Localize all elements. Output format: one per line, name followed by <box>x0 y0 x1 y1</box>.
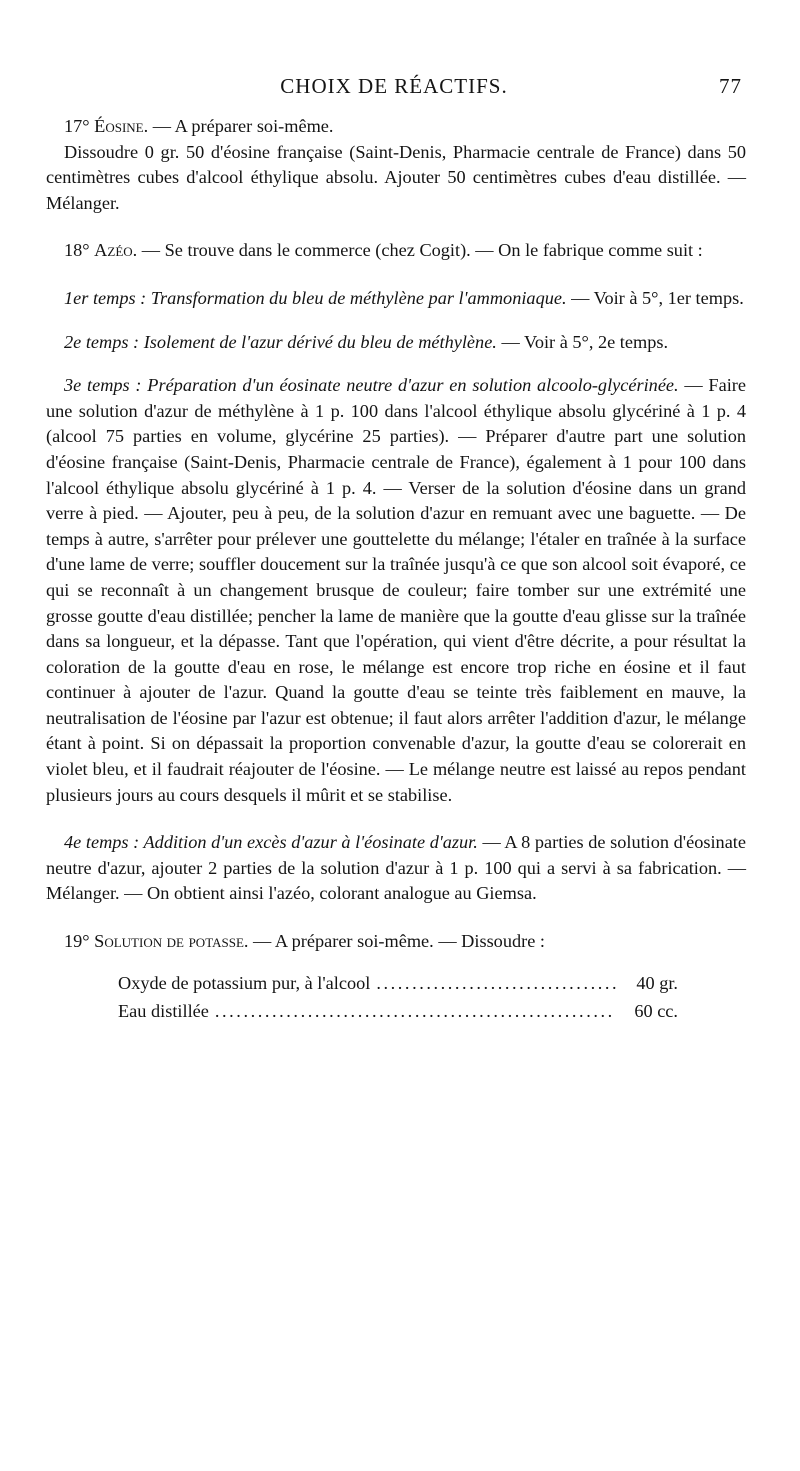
ingredient-quantity: 60 cc. <box>634 1000 678 1021</box>
leader-dots <box>376 969 616 997</box>
step-3-paragraph <box>46 373 746 808</box>
section-17-heading <box>46 114 746 140</box>
step-text: — Faire une solution d'azur de méthylène à 1 p. 100 dans l'alcool éthylique absolu glycériné à 1 p. 4 (alcool 75 parties en volume, glycérine 25 parties). — Préparer d'autre part une solution d'éosine française (Saint-Denis, Pharmacie centrale de France), également à 1 pour 100 dans l'alcool éthylique absolu glycériné à 1 p. 4. — Verser de la solution d'éosine dans un grand verre à pied. — Ajouter, peu à peu, de la solution d'azur en remuant avec une baguette. — De temps à autre, s'arrêter pour prélever une gouttelette du mélange; l'étaler en traînée à la surface d'une lame de verre; souffler doucement sur la traînée jusqu'à ce que son alcool soit évaporé, ce qui se reconnaît à un changement brusque de couleur; faire tomber sur une extrémité une grosse goutte d'eau distillée; pencher la lame de manière que la goutte d'eau glisse sur la traînée dans sa longueur, et la dépasse. Tant que l'opération, qui vient d'être décrite, a pour résultat la coloration de la goutte d'eau en rose, le mélange est encore trop riche en éosine et il faut continuer à ajouter de l'azur. Quand la goutte d'eau se teinte très faiblement en mauve, la neutralisation de l'éosine par l'azur est obtenue; il faut alors arrêter l'addition d'azur, le mélange étant à point. Si on dépassait la proportion convenable d'azur, la goutte d'eau se colorerait en violet bleu, et il faudrait réajouter de l'éosine. — Le mélange neutre est laissé au repos pendant plusieurs jours au cours desquels il mûrit et se stabilise. <box>46 375 746 805</box>
section-intro: — A préparer soi-même. <box>148 116 334 136</box>
step-text: — Voir à 5°, 1er temps. <box>566 287 744 308</box>
section-17-body: Dissoudre 0 gr. 50 d'éosine française (Saint-Denis, Pharmacie centrale de France) dans 50 centimètres cubes d'alcool éthylique absolu. Ajouter 50 centimètres cubes d'eau distillée. — Mélanger. <box>46 141 746 213</box>
ingredient-name: Oxyde de potassium pur, à l'alcool <box>118 972 371 993</box>
recipe-list <box>46 969 678 1025</box>
ingredient-quantity: 40 gr. <box>636 972 678 993</box>
page-title: CHOIX DE RÉACTIFS. <box>280 74 508 98</box>
step-label: 3e temps : Préparation d'un éosinate neutre d'azur en solution alcoolo-glycérinée. <box>64 375 679 396</box>
section-name: Azéo. <box>94 240 138 261</box>
section-name: Solution de potasse. <box>94 931 249 952</box>
step-label: 1er temps : Transformation du bleu de méthylène par l'ammoniaque. <box>64 287 567 308</box>
step-text: — A 8 parties de solution d'éosinate neutre d'azur, ajouter 2 parties de la solution d'azur à 1 p. 100 qui a servi à sa fabrication. — Mélanger. — On obtient ainsi l'azéo, colorant analogue au Giemsa. <box>46 832 746 904</box>
running-header <box>46 74 742 106</box>
leader-dots <box>215 997 616 1025</box>
section-intro: — A préparer soi-même. — Dissoudre : <box>248 931 545 952</box>
page-number: 77 <box>719 74 742 98</box>
section-number: 19° <box>64 931 90 952</box>
step-label: 2e temps : Isolement de l'azur dérivé du bleu de méthylène. <box>64 331 497 352</box>
step-1-paragraph <box>46 286 746 312</box>
section-19-heading <box>46 929 746 955</box>
section-name: Éosine. <box>94 116 149 136</box>
section-number: 18° <box>64 240 90 261</box>
ingredient-name: Eau distillée <box>118 1000 209 1021</box>
step-label: 4e temps : Addition d'un excès d'azur à l'éosinate d'azur. <box>64 832 478 853</box>
recipe-item <box>118 997 678 1025</box>
page-body <box>46 114 746 1025</box>
section-intro: — Se trouve dans le commerce (chez Cogit). — On le fabrique comme suit : <box>137 240 703 261</box>
step-2-paragraph <box>46 330 746 356</box>
section-number: 17° <box>64 116 90 136</box>
section-18-heading <box>46 238 746 264</box>
step-text: — Voir à 5°, 2e temps. <box>496 331 669 352</box>
recipe-item <box>118 969 678 997</box>
step-4-paragraph <box>46 830 746 907</box>
